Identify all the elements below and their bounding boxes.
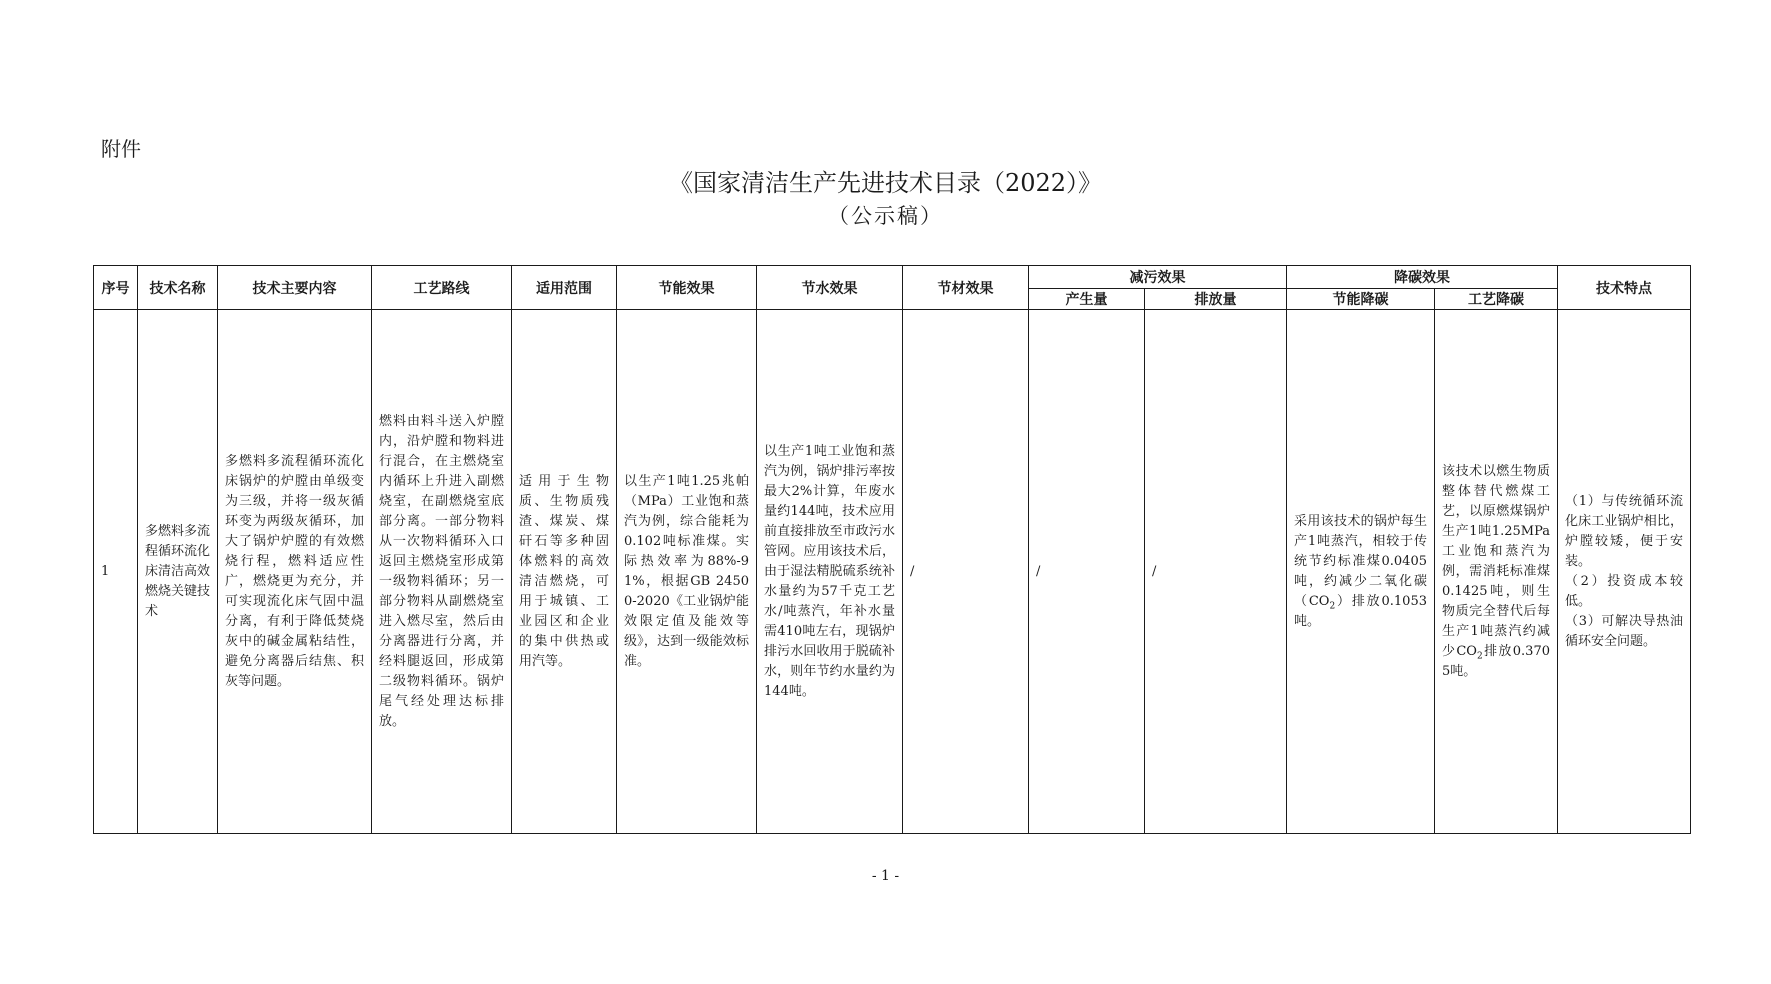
cell-main-content: 多燃料多流程循环流化床锅炉的炉膛由单级变为三级，并将一级灰循环变为两级灰循环，加大了锅炉炉膛的有效燃烧行程，燃料适应性广，燃烧更为充分，并可实现流化床气固中温分离，有利于降低焚烧灰中的碱金属粘结性，避免分离器后结焦、积灰等问题。 [218, 310, 372, 834]
cell-energy-saving: 以生产1吨1.25兆帕（MPa）工业饱和蒸汽为例，综合能耗为0.102吨标准煤。实际热效率为88%-91%，根据GB 24500-2020《工业锅炉能效限定值及能效等级》，达到一级能效标准。 [617, 310, 757, 834]
feature-item: （3）可解决导热油循环安全问题。 [1565, 613, 1683, 649]
carbon-process-text: 该技术以燃生物质整体替代燃煤工艺，以原燃煤锅炉生产1吨1.25MPa工业饱和蒸汽为例，需消耗标准煤0.1425吨，则生物质完全替代后每生产1吨蒸汽约减少CO [1442, 463, 1550, 659]
page-number: - 1 - [871, 868, 900, 884]
cell-seq: 1 [94, 310, 138, 834]
header-tech-name: 技术名称 [138, 266, 218, 310]
header-seq: 序号 [94, 266, 138, 310]
header-carbon-reduction: 降碳效果 [1287, 266, 1558, 289]
feature-item: （1）与传统循环流化床工业锅炉相比，炉膛较矮，便于安装。 [1565, 493, 1683, 569]
carbon-energy-subscript: 2 [1329, 601, 1336, 612]
header-process-route: 工艺路线 [372, 266, 512, 310]
feature-item: （2）投资成本较低。 [1565, 573, 1683, 609]
header-carbon-process: 工艺降碳 [1435, 289, 1558, 310]
cell-tech-name: 多燃料多流程循环流化床清洁高效燃烧关键技术 [138, 310, 218, 834]
table-row [94, 310, 1691, 834]
header-material-saving: 节材效果 [903, 266, 1029, 310]
carbon-process-text-end: 排放0.3705吨。 [1442, 643, 1550, 679]
cell-carbon-process [1435, 310, 1558, 834]
document-subtitle: （公示稿） [828, 204, 943, 228]
attachment-label: 附件 [101, 137, 141, 161]
header-scope: 适用范围 [512, 266, 617, 310]
carbon-process-subscript: 2 [1476, 651, 1483, 662]
cell-water-saving: 以生产1吨工业饱和蒸汽为例，锅炉排污率按最大2%计算，年废水量约144吨，技术应用前直接排放至市政污水管网。应用该技术后，由于湿法精脱硫系统补水量约为57千克工艺水/吨蒸汽，年补水量需410吨左右，现锅炉排污水回收用于脱硫补水，则年节约水量约为144吨。 [757, 310, 903, 834]
header-pollution-generation: 产生量 [1029, 289, 1145, 310]
cell-material-saving: / [903, 310, 1029, 834]
header-pollution-emission: 排放量 [1145, 289, 1287, 310]
table-header-row-1 [94, 266, 1691, 289]
cell-carbon-energy [1287, 310, 1435, 834]
document-title: 《国家清洁生产先进技术目录（2022）》 [668, 169, 1103, 197]
technology-catalog-table [93, 265, 1691, 834]
header-water-saving: 节水效果 [757, 266, 903, 310]
cell-features [1558, 310, 1691, 834]
header-main-content: 技术主要内容 [218, 266, 372, 310]
header-carbon-energy: 节能降碳 [1287, 289, 1435, 310]
cell-process-route: 燃料由料斗送入炉膛内，沿炉膛和物料进行混合，在主燃烧室内循环上升进入副燃烧室，在副燃烧室底部分离。一部分物料从一次物料循环入口返回主燃烧室形成第一级物料循环；另一部分物料从副燃烧室进入燃尽室，然后由分离器进行分离，并经料腿返回，形成第二级物料循环。锅炉尾气经处理达标排放。 [372, 310, 512, 834]
carbon-energy-text-end: ）排放0.1053吨。 [1294, 593, 1427, 629]
cell-pollution-emission: / [1145, 310, 1287, 834]
cell-pollution-generation: / [1029, 310, 1145, 834]
header-energy-saving: 节能效果 [617, 266, 757, 310]
carbon-energy-text: 采用该技术的锅炉每生产1吨蒸汽，相较于传统节约标准煤0.0405吨，约减少二氧化碳（CO [1294, 513, 1427, 609]
header-pollution-reduction: 减污效果 [1029, 266, 1287, 289]
cell-scope: 适用于生物质、生物质残渣、煤炭、煤矸石等多种固体燃料的高效清洁燃烧，可用于城镇、工业园区和企业的集中供热或用汽等。 [512, 310, 617, 834]
header-features: 技术特点 [1558, 266, 1691, 310]
